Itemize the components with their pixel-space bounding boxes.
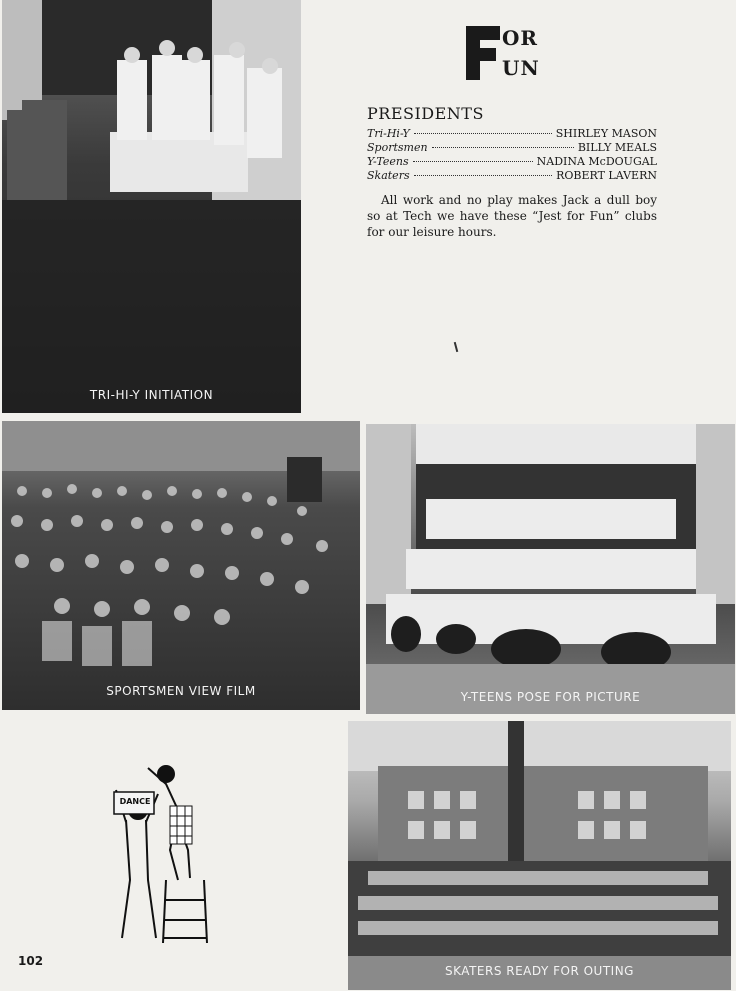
photo-caption: Y-TEENS POSE FOR PICTURE <box>460 690 641 704</box>
presidents-list <box>367 104 657 183</box>
skaters-scene <box>348 721 731 990</box>
photo-caption: SKATERS READY FOR OUTING <box>445 964 634 978</box>
leader-dots <box>414 133 552 134</box>
stray-mark <box>454 342 459 352</box>
page-number: 102 <box>18 954 44 968</box>
tri-hi-y-scene <box>2 0 301 413</box>
leader-dots <box>413 161 533 162</box>
president-row <box>367 127 657 141</box>
president-name: SHIRLEY MASON <box>555 127 657 140</box>
dance-sign-text: DANCE <box>119 797 151 806</box>
president-row <box>367 169 657 183</box>
club-name: Tri-Hi-Y <box>367 127 410 140</box>
photo-caption: SPORTSMEN VIEW FILM <box>106 684 256 698</box>
sportsmen-scene <box>2 421 360 710</box>
club-name: Y-Teens <box>367 155 409 168</box>
photo-y-teens-pose <box>366 424 735 714</box>
photo-tri-hi-y-initiation <box>2 0 301 413</box>
club-name: Sportsmen <box>367 141 428 154</box>
president-name: BILLY MEALS <box>577 141 657 154</box>
title-line-2: UN <box>502 56 540 80</box>
presidents-heading: PRESIDENTS <box>367 104 484 123</box>
president-row <box>367 155 657 169</box>
president-name: ROBERT LAVERN <box>556 169 657 182</box>
leader-dots <box>414 175 552 176</box>
president-name: NADINA McDOUGAL <box>536 155 657 168</box>
photo-caption: TRI-HI-Y INITIATION <box>89 388 214 402</box>
photo-skaters-ready <box>348 721 731 990</box>
page-title <box>466 26 566 86</box>
title-initial-f <box>466 26 500 80</box>
photo-sportsmen-view-film <box>2 421 360 710</box>
president-row <box>367 141 657 155</box>
y-teens-scene <box>366 424 735 714</box>
title-line-1: OR <box>502 26 539 50</box>
dance-illustration <box>108 760 218 950</box>
intro-paragraph: All work and no play makes Jack a dull boy so at Tech we have these “Jest for Fun” clubs for our leisure hours. <box>367 193 657 239</box>
club-name: Skaters <box>367 169 410 182</box>
leader-dots <box>432 147 574 148</box>
